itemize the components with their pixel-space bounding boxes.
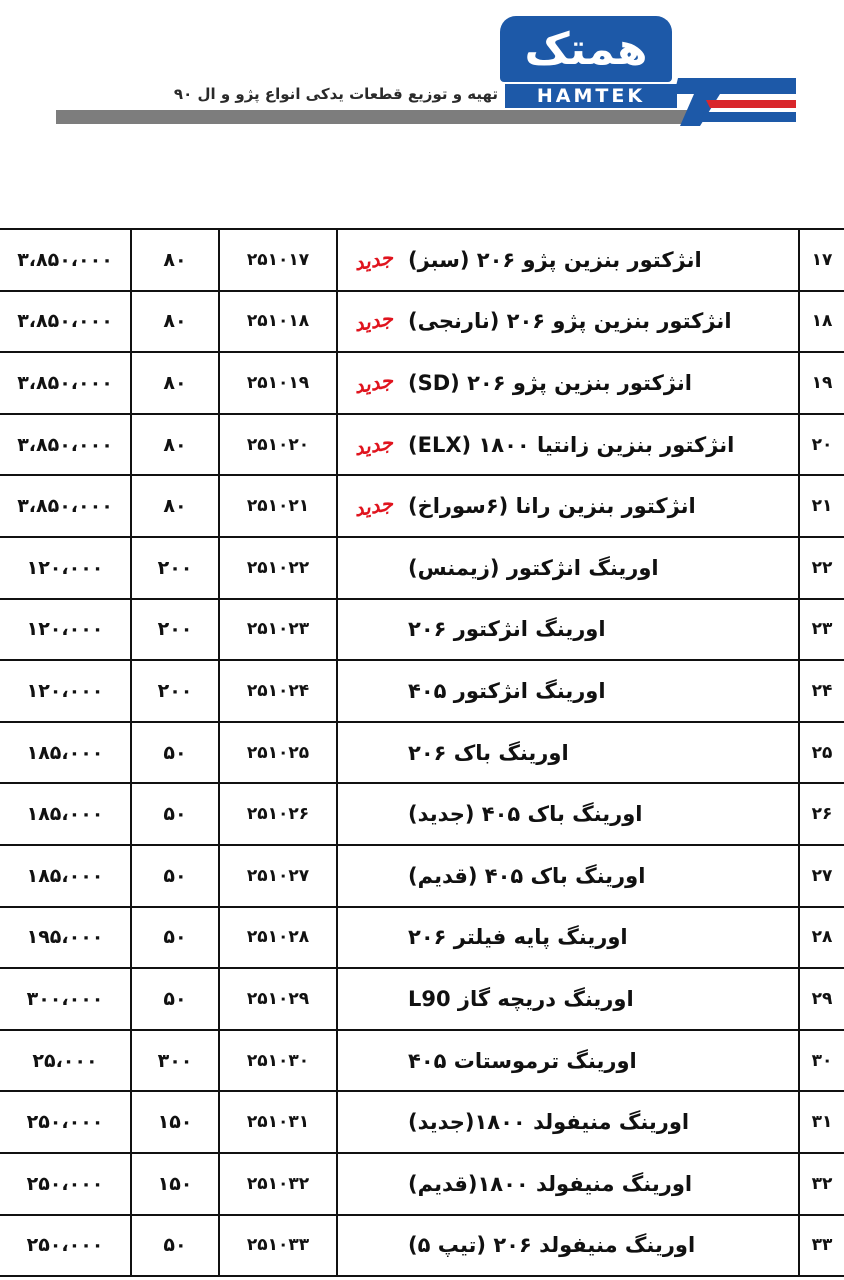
row-number-text: ۱۹	[811, 372, 833, 393]
price-text: ۲۵۰،۰۰۰	[26, 1172, 104, 1195]
price-text: ۳۰۰،۰۰۰	[26, 987, 104, 1010]
table-row	[0, 292, 844, 354]
header-gray-band	[56, 110, 696, 124]
row-number-text: ۲۵	[811, 742, 833, 763]
new-badge: جدید	[351, 490, 395, 522]
table-row	[0, 846, 844, 908]
badge-cell	[338, 292, 408, 352]
price-text: ۲۵۰،۰۰۰	[26, 1234, 104, 1257]
table-row	[0, 723, 844, 785]
quantity-text: ۲۰۰	[157, 618, 193, 641]
table-row	[0, 538, 844, 600]
badge-cell	[338, 1154, 408, 1214]
row-number-cell	[798, 476, 844, 536]
code-text: ۲۵۱۰۱۹	[246, 372, 310, 393]
badge-cell	[338, 661, 408, 721]
code-cell	[220, 538, 338, 598]
new-badge: جدید	[351, 429, 395, 460]
code-text: ۲۵۱۰۳۱	[246, 1112, 310, 1133]
row-number-cell	[798, 969, 844, 1029]
name-cell	[408, 476, 798, 536]
code-text: ۲۵۱۰۳۳	[246, 1235, 310, 1256]
header-tagline: تهیه و توزیع قطعات یدکی انواع پژو و ال ۹۰	[173, 85, 498, 103]
price-text: ۱۹۵،۰۰۰	[26, 926, 104, 949]
name-text: انژکتور بنزین پژو ۲۰۶ (سبز)	[408, 247, 702, 272]
code-text: ۲۵۱۰۲۸	[246, 927, 310, 948]
code-text: ۲۵۱۰۱۷	[246, 249, 310, 270]
code-cell	[220, 1031, 338, 1091]
table-row	[0, 230, 844, 292]
table-row	[0, 1092, 844, 1154]
name-cell	[408, 353, 798, 413]
quantity-text: ۵۰	[163, 1234, 187, 1257]
badge-cell	[338, 230, 408, 290]
table-row	[0, 1154, 844, 1216]
row-number-cell	[798, 1154, 844, 1214]
code-cell	[220, 230, 338, 290]
price-cell	[0, 1216, 132, 1276]
name-cell	[408, 415, 798, 475]
code-text: ۲۵۱۰۲۵	[246, 742, 310, 763]
code-cell	[220, 1154, 338, 1214]
code-text: ۲۵۱۰۳۲	[246, 1173, 310, 1194]
quantity-text: ۲۰۰	[157, 679, 193, 702]
quantity-cell	[132, 784, 220, 844]
row-number-cell	[798, 784, 844, 844]
quantity-cell	[132, 600, 220, 660]
row-number-cell	[798, 661, 844, 721]
name-cell	[408, 538, 798, 598]
code-cell	[220, 353, 338, 413]
row-number-cell	[798, 908, 844, 968]
name-text: اورینگ منیفولد ۱۸۰۰(جدید)	[408, 1110, 690, 1135]
name-cell	[408, 600, 798, 660]
quantity-cell	[132, 723, 220, 783]
name-cell	[408, 1092, 798, 1152]
table-row	[0, 476, 844, 538]
name-text: اورینگ منیفولد ۲۰۶ (تیپ ۵)	[408, 1233, 696, 1258]
quantity-text: ۵۰	[163, 864, 187, 887]
price-text: ۳،۸۵۰،۰۰۰	[17, 433, 113, 456]
quantity-text: ۸۰	[163, 495, 187, 518]
quantity-cell	[132, 846, 220, 906]
price-text: ۲۵۰،۰۰۰	[26, 1111, 104, 1134]
price-cell	[0, 415, 132, 475]
name-cell	[408, 1154, 798, 1214]
row-number-cell	[798, 353, 844, 413]
table-row	[0, 353, 844, 415]
row-number-text: ۲۰	[811, 434, 833, 455]
brand-mark-icon	[660, 74, 796, 126]
name-cell	[408, 292, 798, 352]
new-badge: جدید	[351, 367, 395, 399]
code-cell	[220, 1092, 338, 1152]
table-row	[0, 415, 844, 477]
row-number-cell	[798, 538, 844, 598]
price-text: ۱۸۵،۰۰۰	[26, 864, 104, 887]
code-text: ۲۵۱۰۳۰	[246, 1050, 310, 1071]
price-text: ۱۸۵،۰۰۰	[26, 741, 104, 764]
quantity-text: ۸۰	[163, 433, 187, 456]
price-text: ۳،۸۵۰،۰۰۰	[17, 495, 113, 518]
row-number-cell	[798, 230, 844, 290]
badge-cell	[338, 353, 408, 413]
table-row	[0, 600, 844, 662]
name-text: اورینگ باک ۴۰۵ (قدیم)	[408, 863, 646, 888]
quantity-text: ۱۵۰	[157, 1111, 193, 1134]
name-cell	[408, 230, 798, 290]
name-text: اورینگ دریچه گاز L90	[408, 986, 634, 1011]
price-cell	[0, 661, 132, 721]
badge-cell	[338, 723, 408, 783]
code-cell	[220, 661, 338, 721]
code-cell	[220, 723, 338, 783]
price-text: ۱۲۰،۰۰۰	[26, 618, 104, 641]
name-text: انژکتور بنزین زانتیا ۱۸۰۰ (ELX)	[408, 432, 735, 457]
name-text: انژکتور بنزین رانا (۶سوراخ)	[408, 494, 696, 519]
code-cell	[220, 908, 338, 968]
quantity-cell	[132, 1154, 220, 1214]
row-number-text: ۲۴	[811, 680, 833, 701]
row-number-cell	[798, 1216, 844, 1276]
name-text: اورینگ پایه فیلتر ۲۰۶	[408, 925, 628, 950]
code-text: ۲۵۱۰۲۴	[246, 680, 310, 701]
badge-cell	[338, 1092, 408, 1152]
price-text: ۲۵،۰۰۰	[32, 1049, 98, 1072]
badge-cell	[338, 476, 408, 536]
logo-latin-text: HAMTEK	[536, 85, 646, 107]
row-number-text: ۳۱	[811, 1112, 833, 1133]
row-number-text: ۲۶	[811, 804, 833, 825]
row-number-cell	[798, 292, 844, 352]
badge-cell	[338, 1031, 408, 1091]
badge-cell	[338, 600, 408, 660]
price-cell	[0, 1031, 132, 1091]
price-text: ۱۲۰،۰۰۰	[26, 556, 104, 579]
name-cell	[408, 723, 798, 783]
badge-cell	[338, 784, 408, 844]
price-cell	[0, 353, 132, 413]
logo-persian-text: همتک	[524, 24, 648, 75]
badge-cell	[338, 538, 408, 598]
code-text: ۲۵۱۰۲۳	[246, 619, 310, 640]
name-text: اورینگ باک ۲۰۶	[408, 740, 569, 765]
row-number-text: ۳۲	[811, 1173, 833, 1194]
code-cell	[220, 1216, 338, 1276]
price-cell	[0, 969, 132, 1029]
price-text: ۳،۸۵۰،۰۰۰	[17, 248, 113, 271]
row-number-text: ۲۱	[811, 496, 833, 517]
price-cell	[0, 723, 132, 783]
row-number-text: ۳۰	[811, 1050, 833, 1071]
table-row	[0, 661, 844, 723]
name-text: اورینگ انژکتور ۲۰۶	[408, 617, 606, 642]
code-text: ۲۵۱۰۲۱	[246, 496, 310, 517]
price-cell	[0, 600, 132, 660]
code-cell	[220, 969, 338, 1029]
badge-cell	[338, 415, 408, 475]
code-text: ۲۵۱۰۲۶	[246, 804, 310, 825]
row-number-cell	[798, 600, 844, 660]
quantity-text: ۵۰	[163, 926, 187, 949]
price-cell	[0, 908, 132, 968]
quantity-text: ۵۰	[163, 987, 187, 1010]
price-text: ۳،۸۵۰،۰۰۰	[17, 310, 113, 333]
price-cell	[0, 292, 132, 352]
row-number-text: ۲۹	[811, 988, 833, 1009]
table-row	[0, 1031, 844, 1093]
price-cell	[0, 1092, 132, 1152]
row-number-cell	[798, 846, 844, 906]
quantity-cell	[132, 1092, 220, 1152]
price-cell	[0, 1154, 132, 1214]
badge-cell	[338, 1216, 408, 1276]
row-number-text: ۲۲	[811, 557, 833, 578]
name-cell	[408, 661, 798, 721]
name-text: انژکتور بنزین پژو ۲۰۶ (نارنجی)	[408, 309, 732, 334]
row-number-text: ۱۷	[811, 249, 833, 270]
quantity-cell	[132, 538, 220, 598]
quantity-cell	[132, 661, 220, 721]
code-cell	[220, 476, 338, 536]
code-cell	[220, 600, 338, 660]
quantity-text: ۵۰	[163, 741, 187, 764]
code-text: ۲۵۱۰۲۹	[246, 988, 310, 1009]
table-row	[0, 969, 844, 1031]
code-text: ۲۵۱۰۲۲	[246, 557, 310, 578]
price-table	[0, 228, 844, 1277]
quantity-text: ۸۰	[163, 248, 187, 271]
price-cell	[0, 476, 132, 536]
page-header	[0, 0, 844, 135]
row-number-cell	[798, 1031, 844, 1091]
badge-cell	[338, 846, 408, 906]
price-cell	[0, 846, 132, 906]
table-row	[0, 908, 844, 970]
row-number-text: ۲۷	[811, 865, 833, 886]
table-row	[0, 1216, 844, 1278]
row-number-text: ۱۸	[811, 311, 833, 332]
quantity-cell	[132, 292, 220, 352]
price-text: ۱۸۵،۰۰۰	[26, 803, 104, 826]
quantity-text: ۵۰	[163, 803, 187, 826]
new-badge: جدید	[351, 244, 395, 275]
quantity-text: ۱۵۰	[157, 1172, 193, 1195]
code-cell	[220, 415, 338, 475]
price-cell	[0, 538, 132, 598]
row-number-text: ۳۳	[811, 1235, 833, 1256]
row-number-cell	[798, 1092, 844, 1152]
price-cell	[0, 784, 132, 844]
quantity-cell	[132, 230, 220, 290]
quantity-cell	[132, 1031, 220, 1091]
code-cell	[220, 292, 338, 352]
name-text: اورینگ منیفولد ۱۸۰۰(قدیم)	[408, 1171, 693, 1196]
name-cell	[408, 846, 798, 906]
quantity-cell	[132, 969, 220, 1029]
quantity-text: ۸۰	[163, 310, 187, 333]
code-cell	[220, 846, 338, 906]
price-text: ۳،۸۵۰،۰۰۰	[17, 371, 113, 394]
code-text: ۲۵۱۰۲۰	[246, 434, 310, 455]
quantity-cell	[132, 353, 220, 413]
name-cell	[408, 1216, 798, 1276]
code-text: ۲۵۱۰۱۸	[246, 311, 310, 332]
quantity-cell	[132, 476, 220, 536]
code-text: ۲۵۱۰۲۷	[246, 865, 310, 886]
row-number-text: ۲۸	[811, 927, 833, 948]
price-text: ۱۲۰،۰۰۰	[26, 679, 104, 702]
price-cell	[0, 230, 132, 290]
new-badge: جدید	[351, 306, 395, 337]
name-cell	[408, 908, 798, 968]
name-cell	[408, 969, 798, 1029]
code-cell	[220, 784, 338, 844]
name-text: اورینگ انژکتور (زیمنس)	[408, 555, 659, 580]
row-number-text: ۲۳	[811, 619, 833, 640]
name-text: اورینگ انژکتور ۴۰۵	[408, 678, 606, 703]
row-number-cell	[798, 415, 844, 475]
quantity-text: ۸۰	[163, 371, 187, 394]
name-cell	[408, 784, 798, 844]
name-cell	[408, 1031, 798, 1091]
quantity-cell	[132, 415, 220, 475]
quantity-cell	[132, 908, 220, 968]
quantity-text: ۳۰۰	[157, 1049, 193, 1072]
table-row	[0, 784, 844, 846]
name-text: انژکتور بنزین پژو ۲۰۶ (SD)	[408, 370, 692, 395]
badge-cell	[338, 908, 408, 968]
quantity-cell	[132, 1216, 220, 1276]
name-text: اورینگ باک ۴۰۵ (جدید)	[408, 802, 643, 827]
name-text: اورینگ ترموستات ۴۰۵	[408, 1048, 637, 1073]
row-number-cell	[798, 723, 844, 783]
badge-cell	[338, 969, 408, 1029]
quantity-text: ۲۰۰	[157, 556, 193, 579]
